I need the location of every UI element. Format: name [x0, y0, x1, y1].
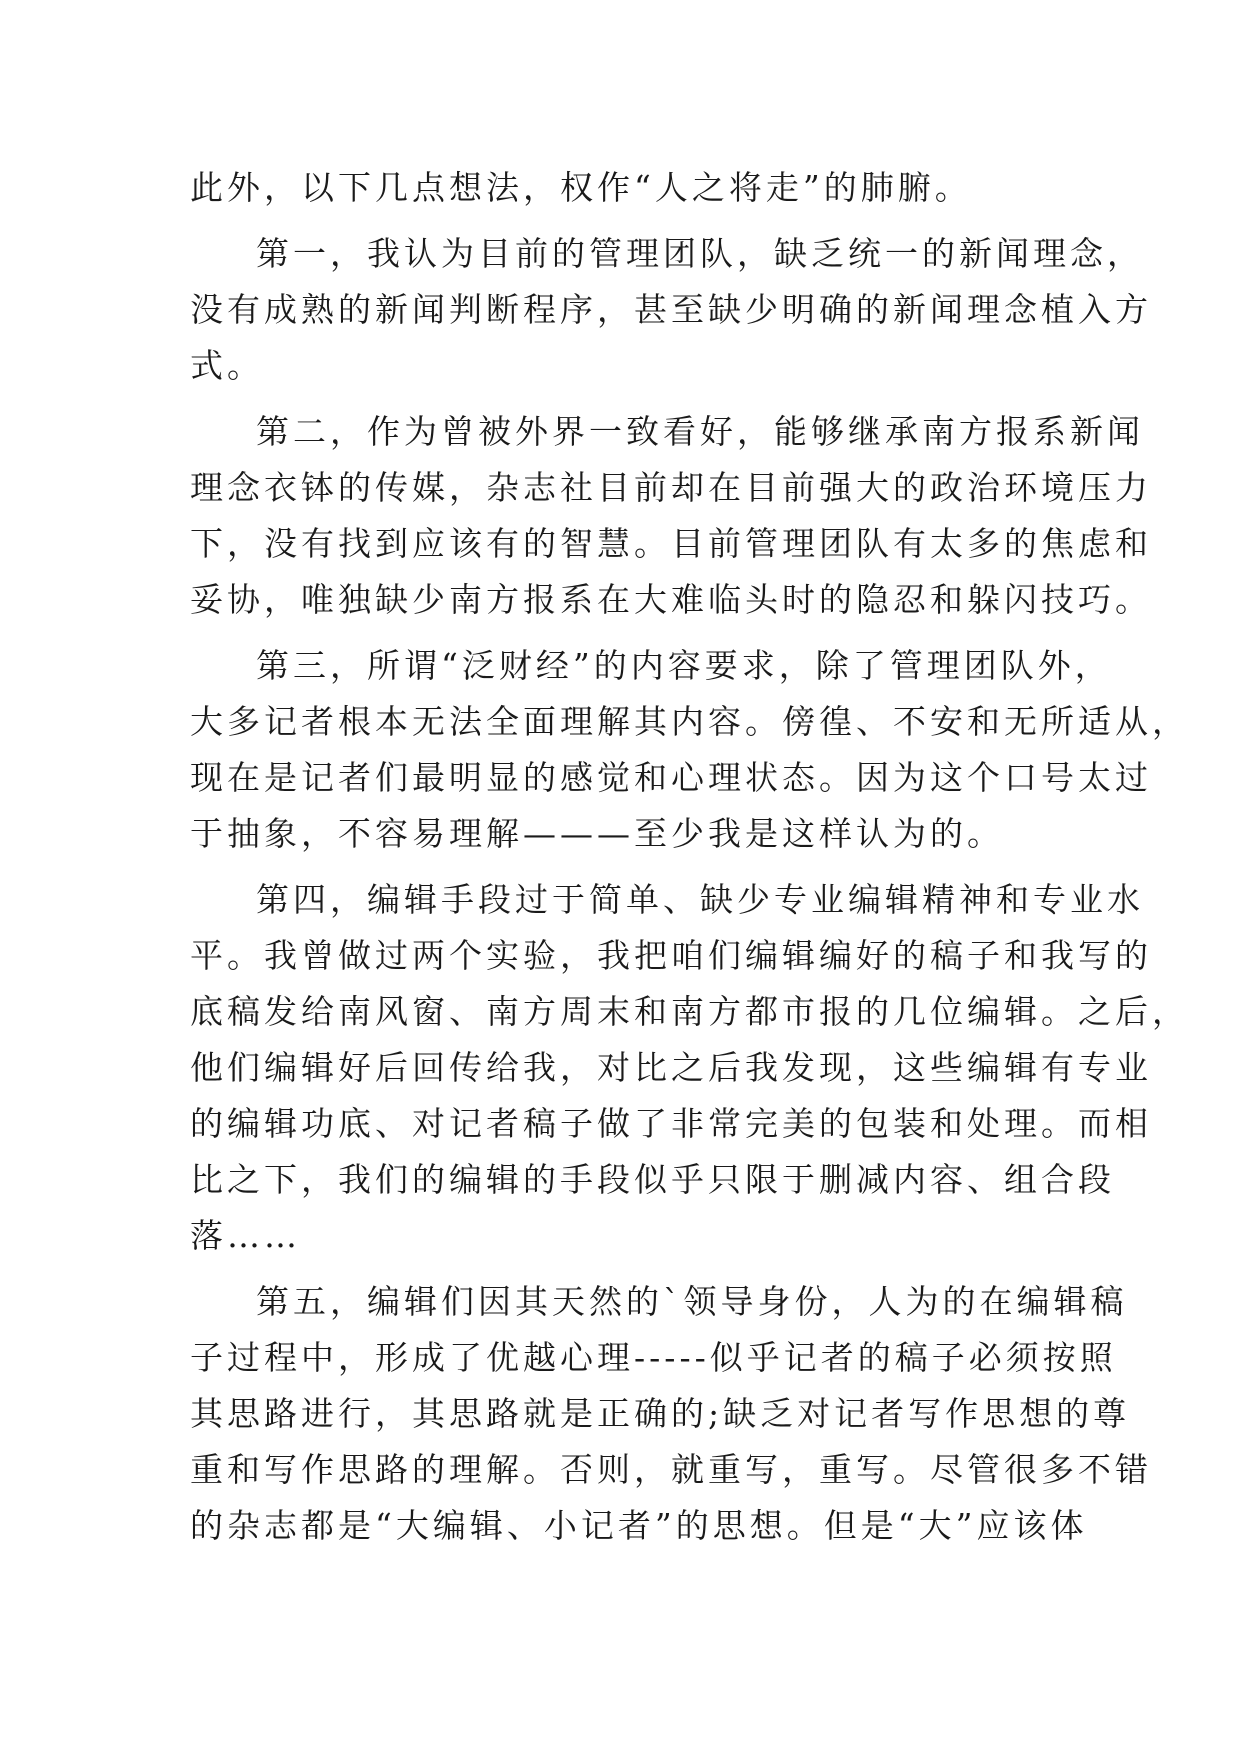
text-line: 的编辑功底、对记者稿子做了非常完美的包装和处理。而相	[190, 1104, 1152, 1143]
text-line: 落……	[190, 1216, 301, 1255]
text-line: 于抽象，不容易理解———至少我是这样认为的。	[190, 814, 1004, 853]
text-line: 第三，所谓“泛财经”的内容要求，除了管理团队外，	[256, 646, 1112, 685]
text-line: 没有成熟的新闻判断程序，甚至缺少明确的新闻理念植入方	[190, 290, 1152, 329]
text-line: 下，没有找到应该有的智慧。目前管理团队有太多的焦虑和	[190, 524, 1152, 563]
text-line: 理念衣钵的传媒，杂志社目前却在目前强大的政治环境压力	[190, 468, 1152, 507]
text-line: 子过程中，形成了优越心理-----似乎记者的稿子必须按照	[190, 1338, 1117, 1377]
text-line: 重和写作思路的理解。否则，就重写，重写。尽管很多不错	[190, 1450, 1152, 1489]
text-line: 第五，编辑们因其天然的`领导身份，人为的在编辑稿	[256, 1282, 1128, 1321]
text-line: 比之下，我们的编辑的手段似乎只限于删减内容、组合段	[190, 1160, 1115, 1199]
text-line: 的杂志都是“大编辑、小记者”的思想。但是“大”应该体	[190, 1506, 1088, 1545]
text-line: 此外，以下几点想法，权作“人之将走”的肺腑。	[190, 168, 972, 207]
text-line: 第二，作为曾被外界一致看好，能够继承南方报系新闻	[256, 412, 1144, 451]
text-line: 式。	[190, 346, 264, 385]
text-line: 妥协，唯独缺少南方报系在大难临头时的隐忍和躲闪技巧。	[190, 580, 1152, 619]
text-line: 底稿发给南风窗、南方周末和南方都市报的几位编辑。之后，	[190, 992, 1189, 1031]
text-line: 第四，编辑手段过于简单、缺少专业编辑精神和专业水	[256, 880, 1144, 919]
text-line: 第一，我认为目前的管理团队，缺乏统一的新闻理念，	[256, 234, 1144, 273]
text-line: 大多记者根本无法全面理解其内容。傍徨、不安和无所适从，	[190, 702, 1189, 741]
text-line: 平。我曾做过两个实验，我把咱们编辑编好的稿子和我写的	[190, 936, 1152, 975]
text-line: 其思路进行，其思路就是正确的;缺乏对记者写作思想的尊	[190, 1394, 1131, 1433]
text-line: 他们编辑好后回传给我，对比之后我发现，这些编辑有专业	[190, 1048, 1152, 1087]
document-body	[190, 160, 1189, 1554]
text-line: 现在是记者们最明显的感觉和心理状态。因为这个口号太过	[190, 758, 1152, 797]
